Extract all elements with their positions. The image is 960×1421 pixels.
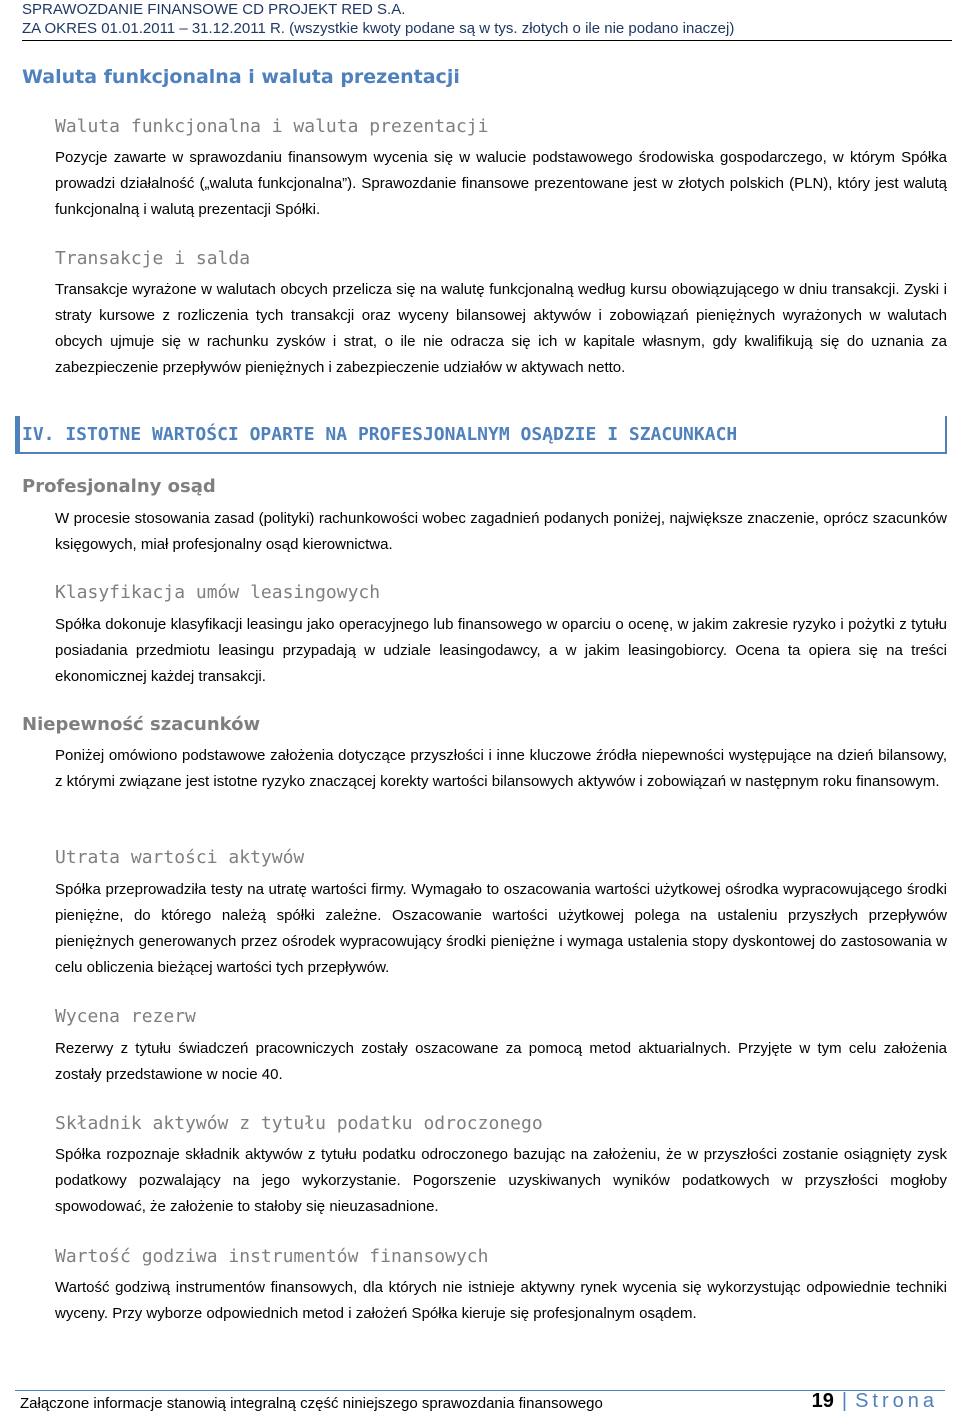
page-number-separator: | <box>841 1390 848 1412</box>
footer-note: Załączone informacje stanowią integralną część niniejszego sprawozdania finansowego <box>20 1395 603 1412</box>
paragraph-impairment: Spółka przeprowadziła testy na utratę wartości firmy. Wymagało to oszacowania wartości użytkowej ośrodka wypracowującego środki pieniężne, do którego należą spółki zależne. Oszacowanie wartości użytkowej polega na ustaleniu przyszłych przepływów pieniężnych generowanych przez ośrodek wypracowujący środki pieniężne i wymaga ustalenia stopy dyskontowej do zastosowania w celu obliczenia bieżącej wartości tych przepływów. <box>55 881 947 976</box>
subheading-leasing: Klasyfikacja umów leasingowych <box>55 582 381 603</box>
subheading-currency: Waluta funkcjonalna i waluta prezentacji <box>55 116 489 137</box>
paragraph-uncertainty: Poniżej omówiono podstawowe założenia dotyczące przyszłości i inne kluczowe źródła niepewności występujące na dzień bilansowy, z którymi związane jest istotne ryzyko znaczącej korekty wartości bilansowych aktywów i zobowiązań w następnym roku finansowym. <box>55 747 947 790</box>
page-number-label: Strona <box>855 1390 938 1412</box>
page-header <box>22 0 942 38</box>
section-title-iv: IV. ISTOTNE WARTOŚCI OPARTE NA PROFESJONALNYM OSĄDZIE I SZACUNKACH <box>22 424 738 445</box>
page-number <box>812 1390 938 1413</box>
header-period: ZA OKRES 01.01.2011 – 31.12.2011 R. (wszystkie kwoty podane są w tys. złotych o ile nie podano inaczej) <box>22 20 735 37</box>
paragraph-deferred-tax: Spółka rozpoznaje składnik aktywów z tytułu podatku odroczonego bazując na założeniu, że w przyszłości zostanie osiągnięty zysk podatkowy pozwalający na jego wykorzystanie. Pogorszenie uzyskiwanych wyników podatkowych w przyszłości mogłoby spowodować, że założenie to stałoby się nieuzasadnione. <box>55 1146 947 1215</box>
section-marker <box>15 416 20 454</box>
paragraph-judgement: W procesie stosowania zasad (polityki) rachunkowości wobec zagadnień podanych poniżej, największe znaczenie, oprócz szacunków księgowych, miał profesjonalny osąd kierownictwa. <box>55 510 947 553</box>
section-title-currency: Waluta funkcjonalna i waluta prezentacji <box>22 66 460 88</box>
subheading-provisions: Wycena rezerw <box>55 1006 196 1027</box>
subheading-transactions: Transakcje i salda <box>55 248 251 269</box>
heading-uncertainty: Niepewność szacunków <box>22 714 261 735</box>
section-underline <box>15 452 947 454</box>
paragraph-currency: Pozycje zawarte w sprawozdaniu finansowym wycenia się w walucie podstawowego środowiska gospodarczego, w którym Spółka prowadzi działalność („waluta funkcjonalna”). Sprawozdanie finansowe prezentowane jest w złotych polskich (PLN), który jest walutą funkcjonalną i walutą prezentacji Spółki. <box>55 149 947 218</box>
header-company: SPRAWOZDANIE FINANSOWE CD PROJEKT RED S.A. <box>22 1 406 18</box>
footer-rule <box>15 1390 945 1391</box>
subheading-impairment: Utrata wartości aktywów <box>55 847 305 868</box>
heading-judgement: Profesjonalny osąd <box>22 476 216 497</box>
paragraph-transactions: Transakcje wyrażone w walutach obcych przelicza się na walutę funkcjonalną według kursu obowiązującego w dniu transakcji. Zyski i straty kursowe z rozliczenia tych transakcji oraz wyceny bilansowej aktywów i zobowiązań pieniężnych wyrażonych w walutach obcych ujmuje się w rachunku zysków i strat, o ile nie odracza się ich w kapitale własnym, gdy kwalifikują się do uznania za zabezpieczenie przepływów pieniężnych i zabezpieczenie udziałów w aktywach netto. <box>55 281 947 376</box>
paragraph-provisions: Rezerwy z tytułu świadczeń pracowniczych zostały oszacowane za pomocą metod aktuarialnych. Przyjęte w tym celu założenia zostały przedstawione w nocie 40. <box>55 1040 947 1083</box>
section-right-rule <box>945 416 947 454</box>
subheading-deferred-tax: Składnik aktywów z tytułu podatku odroczonego <box>55 1113 543 1134</box>
page-number-value: 19 <box>811 1390 834 1412</box>
subheading-fair-value: Wartość godziwa instrumentów finansowych <box>55 1246 489 1267</box>
header-rule <box>22 40 952 41</box>
paragraph-leasing: Spółka dokonuje klasyfikacji leasingu jako operacyjnego lub finansowego w oparciu o ocenę, w jakim zakresie ryzyko i pożytki z tytułu posiadania przedmiotu leasingu przypadają w udziale leasingodawcy, a w jakim leasingobiorcy. Ocena ta opiera się na treści ekonomicznej każdej transakcji. <box>55 616 947 685</box>
paragraph-fair-value: Wartość godziwą instrumentów finansowych, dla których nie istnieje aktywny rynek wycenia się wykorzystując odpowiednie techniki wyceny. Przy wyborze odpowiednich metod i założeń Spółka kieruje się profesjonalnym osądem. <box>55 1279 947 1322</box>
